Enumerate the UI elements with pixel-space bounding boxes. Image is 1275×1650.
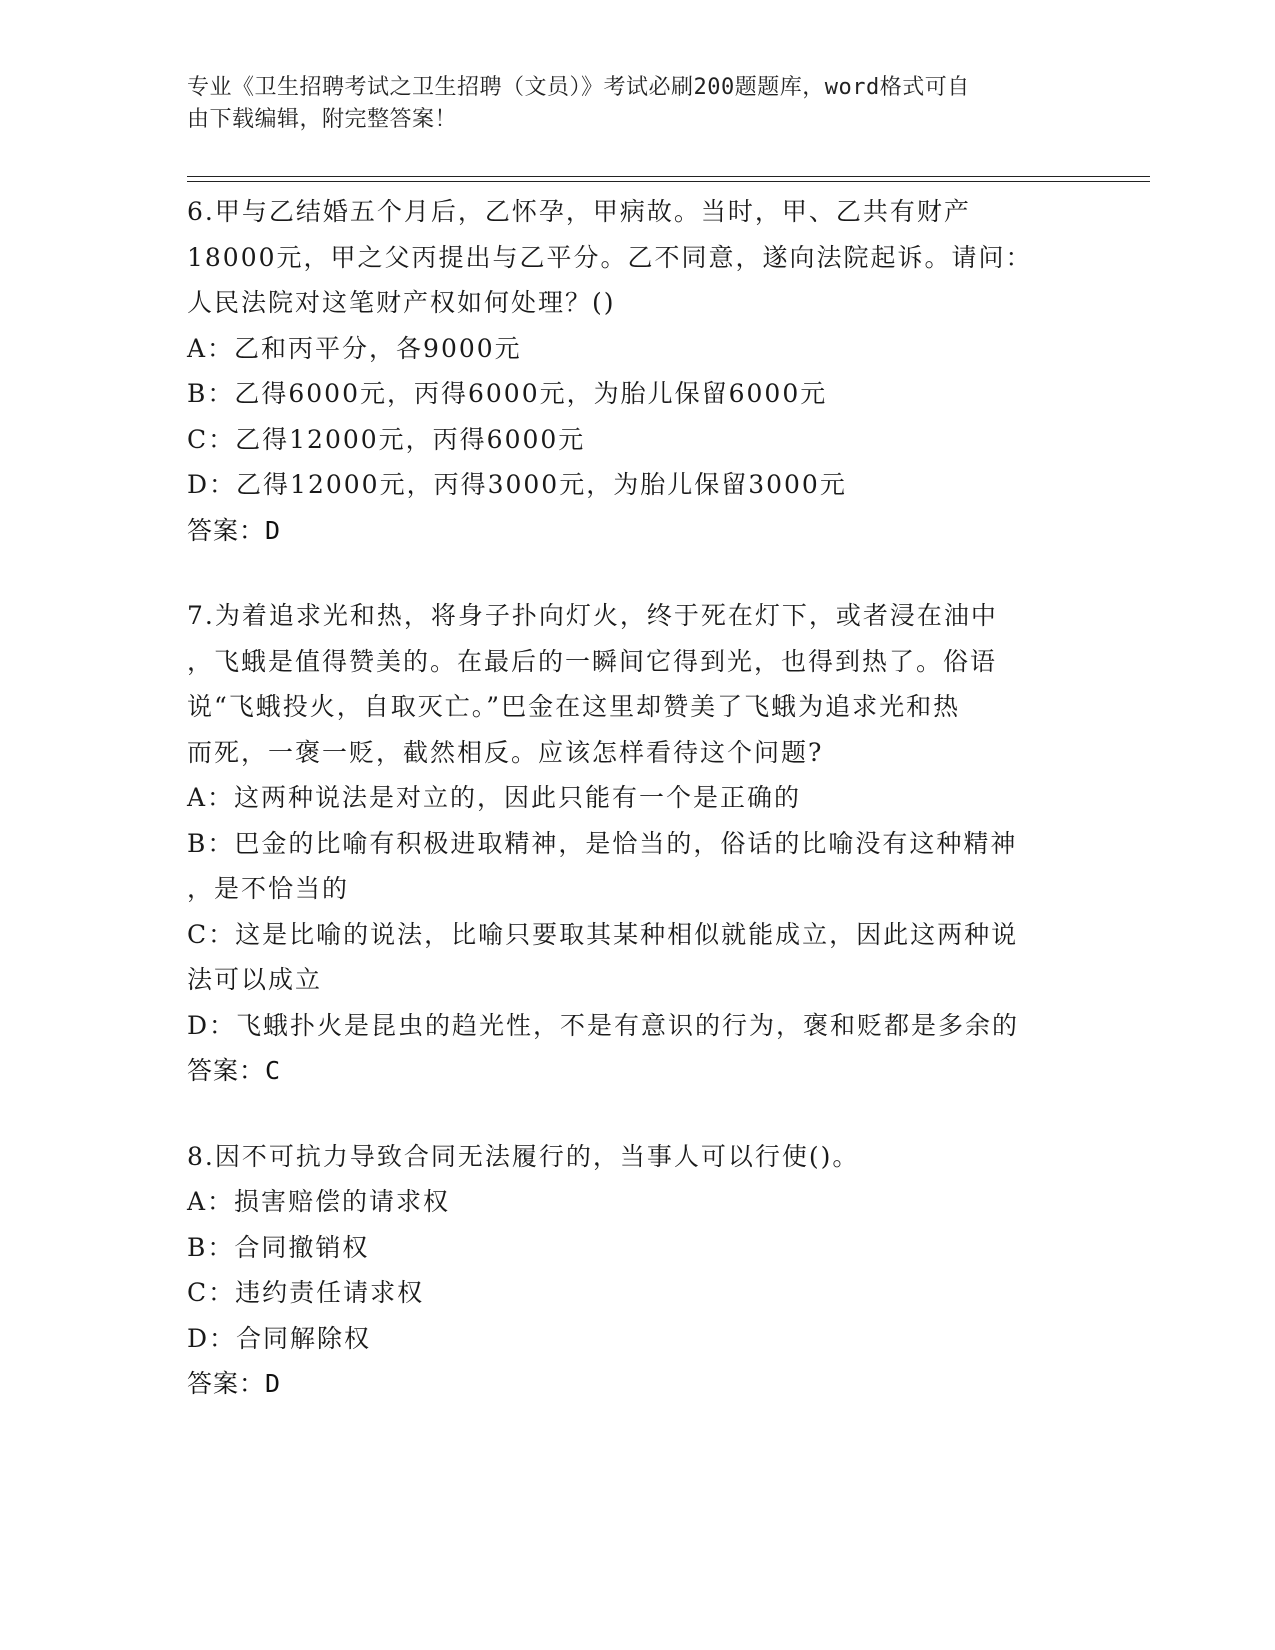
question-text: 而死，一褒一贬，截然相反。应该怎样看待这个问题?: [187, 737, 824, 767]
header-line: 由下载编辑，附完整答案！: [187, 107, 458, 132]
option-d: D：合同解除权: [187, 1323, 372, 1353]
option-d: D：乙得12000元，丙得3000元，为胎儿保留3000元: [187, 470, 847, 499]
question-spacer: [187, 1094, 1087, 1134]
question-text: 说“飞蛾投火，自取灭亡。”巴金在这里却赞美了飞蛾为追求光和热: [187, 692, 961, 721]
question-7: [187, 593, 1087, 1094]
question-text: 8.因不可抗力导致合同无法履行的，当事人可以行使()。: [187, 1141, 860, 1171]
question-text: ，飞蛾是值得赞美的。在最后的一瞬间它得到光，也得到热了。俗语: [187, 646, 998, 676]
question-text: 18000元，甲之父丙提出与乙平分。乙不同意，遂向法院起诉。请问：: [187, 242, 1033, 272]
question-6: [187, 189, 1087, 553]
header-divider: [187, 181, 1150, 182]
option-a: A：乙和丙平分，各9000元: [187, 333, 522, 363]
option-a: A：这两种说法是对立的，因此只能有一个是正确的: [187, 783, 802, 812]
question-list: [187, 189, 1087, 1407]
option-b-continued: ，是不恰当的: [187, 874, 350, 903]
document-header: [187, 72, 1067, 136]
option-d: D：飞蛾扑火是昆虫的趋光性，不是有意识的行为，褒和贬都是多余的: [187, 1010, 1020, 1040]
question-text: 7.为着追求光和热，将身子扑向灯火，终于死在灯下，或者浸在油中: [187, 601, 998, 630]
header-divider: [187, 176, 1150, 177]
question-8: [187, 1134, 1087, 1407]
header-line: 专业《卫生招聘考试之卫生招聘（文员）》考试必刷200题题库，word格式可自: [187, 75, 970, 100]
option-b: B：巴金的比喻有积极进取精神，是恰当的，俗话的比喻没有这种精神: [187, 828, 1018, 858]
question-spacer: [187, 553, 1087, 593]
option-c: C：这是比喻的说法，比喻只要取其某种相似就能成立，因此这两种说: [187, 919, 1019, 949]
question-text: 6.甲与乙结婚五个月后，乙怀孕，甲病故。当时，甲、乙共有财产: [187, 197, 971, 226]
option-b: B：合同撤销权: [187, 1232, 370, 1262]
answer-label: 答案：D: [187, 515, 282, 545]
question-text: 人民法院对这笔财产权如何处理？(): [187, 288, 616, 317]
option-c: C：违约责任请求权: [187, 1278, 425, 1307]
option-c-continued: 法可以成立: [187, 965, 323, 994]
option-b: B：乙得6000元，丙得6000元，为胎儿保留6000元: [187, 379, 828, 408]
answer-label: 答案：D: [187, 1369, 282, 1398]
option-c: C：乙得12000元，丙得6000元: [187, 424, 586, 454]
option-a: A：损害赔偿的请求权: [187, 1187, 451, 1216]
answer-label: 答案：C: [187, 1056, 282, 1085]
